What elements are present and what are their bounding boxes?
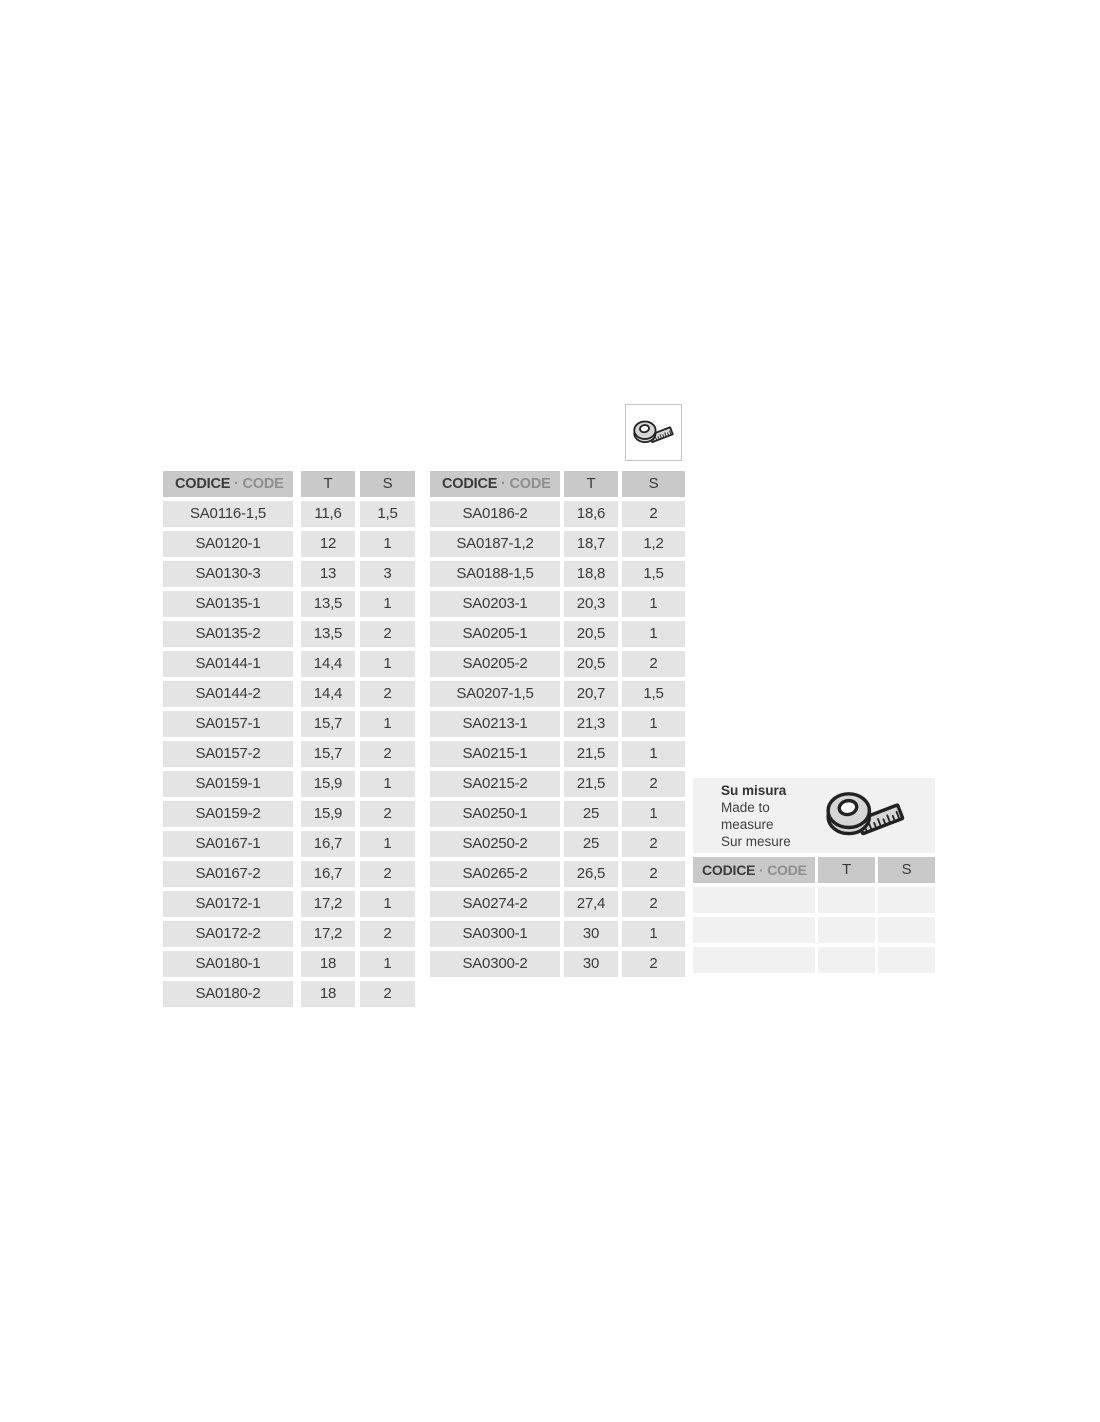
- empty-table-row: [693, 887, 935, 913]
- table-header-row: [693, 857, 935, 883]
- table-row: [430, 801, 685, 827]
- cell-code: SA0180-2: [163, 981, 293, 1007]
- spec-table-left: [163, 471, 415, 1011]
- cell-s: 2: [622, 861, 685, 887]
- cell-s: 2: [360, 681, 415, 707]
- cell-t: 18: [301, 981, 355, 1007]
- cell-t: 30: [564, 921, 618, 947]
- cell-s: 1,5: [360, 501, 415, 527]
- cell-t: 20,5: [564, 651, 618, 677]
- empty-cell-code: [693, 917, 815, 943]
- cell-t: 14,4: [301, 651, 355, 677]
- table-row: [430, 951, 685, 977]
- table-row: [430, 591, 685, 617]
- cell-s: 1: [360, 711, 415, 737]
- table-body-middle: [430, 501, 685, 977]
- cell-s: 1: [360, 591, 415, 617]
- cell-code: SA0157-1: [163, 711, 293, 737]
- cell-code: SA0187-1,2: [430, 531, 560, 557]
- table-row: [430, 711, 685, 737]
- cell-code: SA0130-3: [163, 561, 293, 587]
- cell-t: 20,7: [564, 681, 618, 707]
- cell-t: 11,6: [301, 501, 355, 527]
- made-to-measure-title: Su misura: [721, 782, 787, 798]
- cell-code: SA0205-1: [430, 621, 560, 647]
- made-to-measure-text: [721, 782, 822, 850]
- cell-s: 1,5: [622, 681, 685, 707]
- table-row: [430, 741, 685, 767]
- cell-s: 1,5: [622, 561, 685, 587]
- header-codice-label: CODICE: [175, 476, 231, 492]
- spec-table-custom: [693, 857, 935, 973]
- empty-cell-t: [818, 947, 875, 973]
- cell-t: 17,2: [301, 891, 355, 917]
- header-codice-code: [163, 471, 293, 497]
- cell-s: 1: [360, 831, 415, 857]
- cell-s: 1: [622, 621, 685, 647]
- table-row: [163, 561, 415, 587]
- cell-t: 18: [301, 951, 355, 977]
- header-t: T: [818, 857, 875, 883]
- header-codice-code: [693, 857, 815, 883]
- cell-s: 2: [622, 951, 685, 977]
- cell-s: 2: [360, 621, 415, 647]
- cell-code: SA0205-2: [430, 651, 560, 677]
- table-row: [430, 561, 685, 587]
- cell-t: 16,7: [301, 831, 355, 857]
- cell-s: 1: [622, 591, 685, 617]
- cell-code: SA0116-1,5: [163, 501, 293, 527]
- cell-s: 1,2: [622, 531, 685, 557]
- table-row: [430, 861, 685, 887]
- cell-code: SA0215-1: [430, 741, 560, 767]
- cell-t: 18,7: [564, 531, 618, 557]
- header-t: T: [301, 471, 355, 497]
- empty-cell-code: [693, 947, 815, 973]
- tape-measure-icon-box: [625, 404, 682, 461]
- table-row: [163, 651, 415, 677]
- table-row: [430, 831, 685, 857]
- cell-code: SA0167-1: [163, 831, 293, 857]
- table-row: [163, 861, 415, 887]
- cell-t: 21,5: [564, 741, 618, 767]
- cell-code: SA0265-2: [430, 861, 560, 887]
- cell-t: 30: [564, 951, 618, 977]
- cell-t: 21,3: [564, 711, 618, 737]
- cell-s: 2: [622, 501, 685, 527]
- header-t: T: [564, 471, 618, 497]
- table-row: [163, 981, 415, 1007]
- table-row: [430, 501, 685, 527]
- cell-t: 15,9: [301, 771, 355, 797]
- cell-t: 25: [564, 831, 618, 857]
- cell-code: SA0300-1: [430, 921, 560, 947]
- cell-t: 16,7: [301, 861, 355, 887]
- cell-s: 1: [360, 531, 415, 557]
- cell-s: 2: [360, 741, 415, 767]
- table-row: [163, 801, 415, 827]
- made-to-measure-subtitle-fr: Sur mesure: [721, 833, 791, 849]
- table-row: [163, 711, 415, 737]
- header-code-label: · CODE: [758, 862, 807, 878]
- cell-s: 2: [622, 771, 685, 797]
- cell-s: 2: [360, 921, 415, 947]
- table-row: [163, 621, 415, 647]
- header-codice-label: CODICE: [442, 476, 498, 492]
- table-row: [430, 771, 685, 797]
- cell-code: SA0144-2: [163, 681, 293, 707]
- header-s: S: [622, 471, 685, 497]
- cell-t: 18,6: [564, 501, 618, 527]
- cell-t: 26,5: [564, 861, 618, 887]
- table-body-left: [163, 501, 415, 1007]
- cell-code: SA0144-1: [163, 651, 293, 677]
- cell-t: 12: [301, 531, 355, 557]
- cell-s: 1: [622, 801, 685, 827]
- tape-measure-icon: [631, 416, 677, 450]
- empty-cell-s: [878, 887, 935, 913]
- cell-code: SA0159-2: [163, 801, 293, 827]
- cell-t: 15,7: [301, 711, 355, 737]
- cell-code: SA0157-2: [163, 741, 293, 767]
- cell-t: 13: [301, 561, 355, 587]
- table-row: [163, 951, 415, 977]
- cell-t: 21,5: [564, 771, 618, 797]
- table-row: [163, 891, 415, 917]
- cell-t: 14,4: [301, 681, 355, 707]
- cell-s: 1: [622, 921, 685, 947]
- cell-s: 2: [360, 981, 415, 1007]
- empty-cell-t: [818, 887, 875, 913]
- cell-s: 1: [360, 651, 415, 677]
- header-codice-label: CODICE: [702, 862, 756, 878]
- cell-s: 2: [360, 801, 415, 827]
- table-row: [163, 591, 415, 617]
- cell-code: SA0172-1: [163, 891, 293, 917]
- table-row: [430, 681, 685, 707]
- cell-code: SA0120-1: [163, 531, 293, 557]
- cell-s: 3: [360, 561, 415, 587]
- cell-s: 1: [360, 771, 415, 797]
- cell-code: SA0180-1: [163, 951, 293, 977]
- cell-code: SA0203-1: [430, 591, 560, 617]
- empty-table-row: [693, 947, 935, 973]
- cell-t: 20,5: [564, 621, 618, 647]
- cell-code: SA0159-1: [163, 771, 293, 797]
- cell-t: 20,3: [564, 591, 618, 617]
- cell-s: 1: [622, 741, 685, 767]
- cell-t: 13,5: [301, 621, 355, 647]
- table-row: [430, 651, 685, 677]
- header-codice-code: [430, 471, 560, 497]
- cell-s: 1: [622, 711, 685, 737]
- cell-code: SA0172-2: [163, 921, 293, 947]
- cell-code: SA0135-2: [163, 621, 293, 647]
- table-header-row: [430, 471, 685, 497]
- made-to-measure-box: [693, 778, 935, 853]
- empty-cell-code: [693, 887, 815, 913]
- cell-code: SA0186-2: [430, 501, 560, 527]
- table-row: [163, 921, 415, 947]
- header-s: S: [878, 857, 935, 883]
- cell-t: 25: [564, 801, 618, 827]
- cell-code: SA0188-1,5: [430, 561, 560, 587]
- table-row: [163, 741, 415, 767]
- header-code-label: · CODE: [234, 476, 284, 492]
- header-code-label: · CODE: [501, 476, 551, 492]
- cell-code: SA0213-1: [430, 711, 560, 737]
- table-header-row: [163, 471, 415, 497]
- cell-t: 15,9: [301, 801, 355, 827]
- table-row: [163, 501, 415, 527]
- empty-cell-s: [878, 917, 935, 943]
- tape-measure-icon: [822, 782, 911, 850]
- table-row: [163, 531, 415, 557]
- empty-table-row: [693, 917, 935, 943]
- table-row: [163, 831, 415, 857]
- cell-s: 1: [360, 891, 415, 917]
- empty-cell-s: [878, 947, 935, 973]
- cell-code: SA0215-2: [430, 771, 560, 797]
- cell-s: 2: [622, 891, 685, 917]
- header-s: S: [360, 471, 415, 497]
- made-to-measure-subtitle-en: Made to measure: [721, 799, 774, 832]
- cell-code: SA0207-1,5: [430, 681, 560, 707]
- cell-code: SA0274-2: [430, 891, 560, 917]
- cell-s: 2: [622, 651, 685, 677]
- table-row: [163, 681, 415, 707]
- table-row: [163, 771, 415, 797]
- empty-cell-t: [818, 917, 875, 943]
- table-row: [430, 891, 685, 917]
- cell-code: SA0167-2: [163, 861, 293, 887]
- cell-s: 2: [360, 861, 415, 887]
- cell-s: 1: [360, 951, 415, 977]
- cell-t: 15,7: [301, 741, 355, 767]
- cell-t: 18,8: [564, 561, 618, 587]
- cell-code: SA0135-1: [163, 591, 293, 617]
- cell-s: 2: [622, 831, 685, 857]
- table-body-custom: [693, 887, 935, 973]
- made-to-measure-section: [693, 778, 935, 977]
- cell-t: 17,2: [301, 921, 355, 947]
- table-row: [430, 621, 685, 647]
- cell-t: 27,4: [564, 891, 618, 917]
- cell-code: SA0250-2: [430, 831, 560, 857]
- cell-t: 13,5: [301, 591, 355, 617]
- spec-table-middle: [430, 471, 685, 981]
- cell-code: SA0300-2: [430, 951, 560, 977]
- cell-code: SA0250-1: [430, 801, 560, 827]
- table-row: [430, 921, 685, 947]
- table-row: [430, 531, 685, 557]
